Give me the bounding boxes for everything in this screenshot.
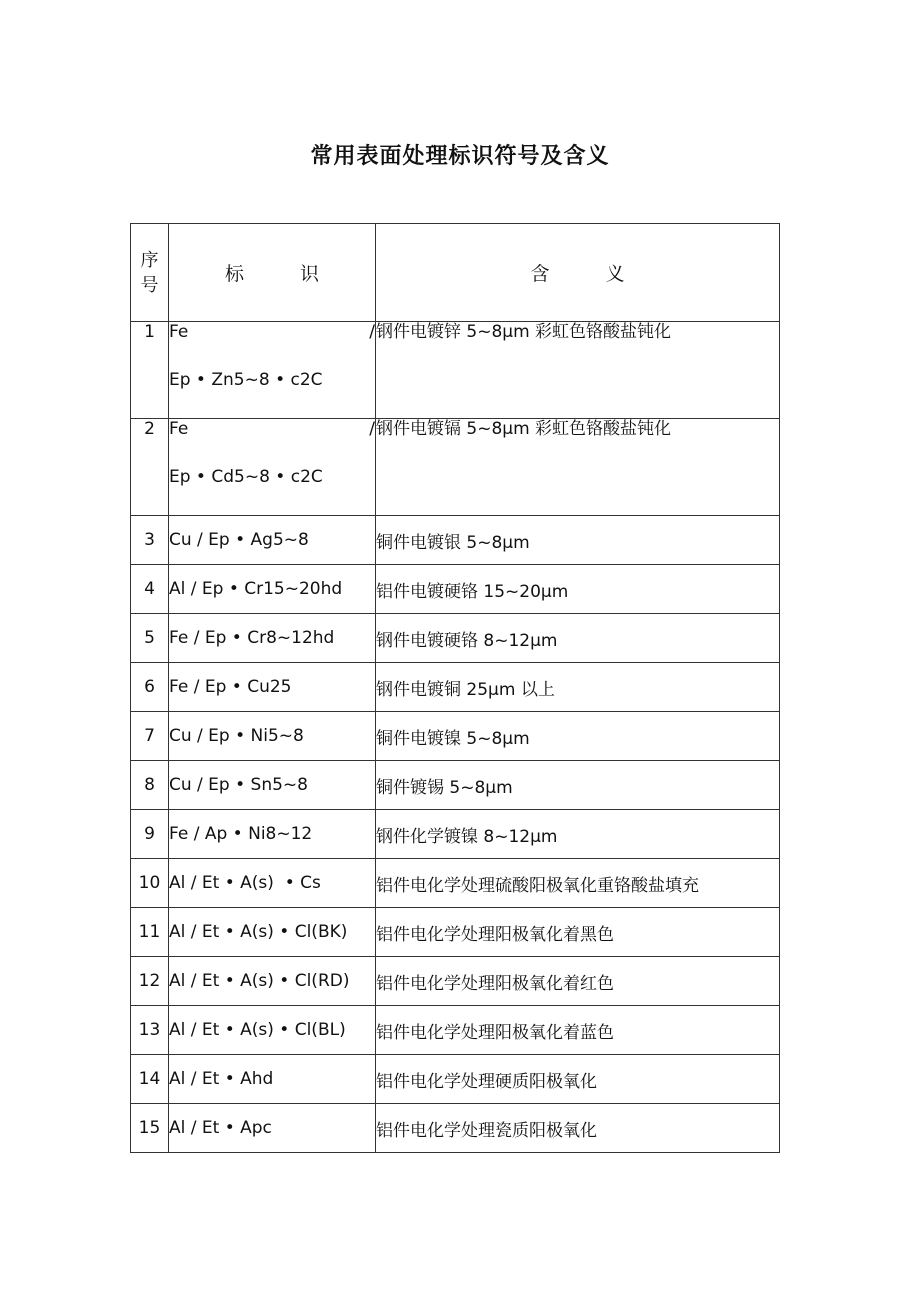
row-number: 8 [131,761,169,810]
row-number: 12 [131,957,169,1006]
row-meaning: 铝件电化学处理硬质阳极氧化 [376,1055,780,1104]
row-meaning: 铜件电镀银 5~8μm [376,516,780,565]
header-number-line2: 号 [140,274,159,296]
row-code: Al / Et • Ahd [169,1055,376,1104]
header-number-line1: 序 [140,249,159,271]
table-row [131,516,780,565]
row-meaning: 钢件电镀铜 25μm 以上 [376,663,780,712]
row-meaning: 钢件电镀锌 5~8μm 彩虹色铬酸盐钝化 [376,322,780,419]
table-header-row [131,224,780,322]
row-meaning: 铝件电镀硬铬 15~20μm [376,565,780,614]
table-row [131,1055,780,1104]
row-code-part-a: Fe [169,419,189,439]
row-meaning: 钢件电镀镉 5~8μm 彩虹色铬酸盐钝化 [376,419,780,516]
table-row [131,1006,780,1055]
row-code: Cu / Ep • Sn5~8 [169,761,376,810]
row-number: 1 [131,322,169,419]
row-number: 13 [131,1006,169,1055]
row-code: Al / Ep • Cr15~20hd [169,565,376,614]
row-code: Fe / Ep • Cu25 [169,663,376,712]
table-row [131,322,780,419]
row-code-part-b: Ep • Zn5~8 • c2C [169,370,323,390]
header-meaning-char1: 含 [530,263,550,285]
row-number: 2 [131,419,169,516]
row-code: Cu / Ep • Ni5~8 [169,712,376,761]
row-number: 9 [131,810,169,859]
row-number: 4 [131,565,169,614]
row-meaning: 钢件电镀硬铬 8~12μm [376,614,780,663]
row-code: Al / Et • A(s) • Cl(BK) [169,908,376,957]
row-code [169,322,376,419]
row-number: 6 [131,663,169,712]
table-row [131,1104,780,1153]
row-code: Al / Et • Apc [169,1104,376,1153]
row-code: Fe / Ap • Ni8~12 [169,810,376,859]
header-number [131,224,169,322]
row-number: 7 [131,712,169,761]
row-number: 5 [131,614,169,663]
row-code-part-b: Ep • Cd5~8 • c2C [169,467,323,487]
table-row [131,565,780,614]
row-code-separator: / [369,419,375,439]
table-row [131,957,780,1006]
row-code: Al / Et • A(s) • Cs [169,859,376,908]
row-code [169,419,376,516]
table-row [131,859,780,908]
header-meaning-char2: 义 [605,263,625,285]
table-row [131,663,780,712]
row-code: Al / Et • A(s) • Cl(BL) [169,1006,376,1055]
header-code-char2: 识 [300,263,320,285]
table-row [131,908,780,957]
row-code: Al / Et • A(s) • Cl(RD) [169,957,376,1006]
row-meaning: 铜件电镀镍 5~8μm [376,712,780,761]
table-row [131,419,780,516]
page-title: 常用表面处理标识符号及含义 [310,144,610,169]
row-code-separator: / [369,322,375,342]
header-code [169,224,376,322]
header-meaning [376,224,780,322]
table-row [131,614,780,663]
row-number: 15 [131,1104,169,1153]
row-code: Cu / Ep • Ag5~8 [169,516,376,565]
row-code: Fe / Ep • Cr8~12hd [169,614,376,663]
row-meaning: 铝件电化学处理阳极氧化着红色 [376,957,780,1006]
row-meaning: 铝件电化学处理瓷质阳极氧化 [376,1104,780,1153]
row-meaning: 钢件化学镀镍 8~12μm [376,810,780,859]
row-number: 10 [131,859,169,908]
row-number: 14 [131,1055,169,1104]
surface-treatment-table [130,223,780,1153]
row-meaning: 铜件镀锡 5~8μm [376,761,780,810]
row-code-part-a: Fe [169,322,189,342]
row-number: 11 [131,908,169,957]
table-row [131,761,780,810]
row-meaning: 铝件电化学处理阳极氧化着黑色 [376,908,780,957]
row-number: 3 [131,516,169,565]
table-row [131,712,780,761]
row-meaning: 铝件电化学处理硫酸阳极氧化重铬酸盐填充 [376,859,780,908]
row-meaning: 铝件电化学处理阳极氧化着蓝色 [376,1006,780,1055]
table-row [131,810,780,859]
header-code-char1: 标 [224,263,244,285]
